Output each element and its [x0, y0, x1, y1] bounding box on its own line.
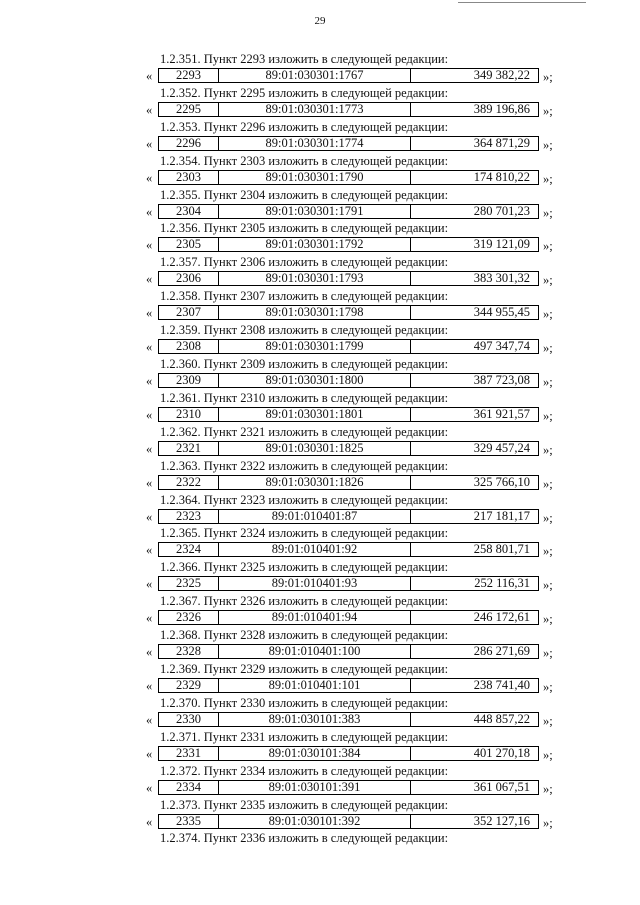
- item-heading: 1.2.363. Пункт 2322 изложить в следующей редакции:: [160, 458, 449, 473]
- item-number-cell: 2324: [159, 543, 219, 556]
- amendment-item: [0, 357, 640, 391]
- record-table: [158, 610, 539, 625]
- amendment-item: [0, 459, 640, 493]
- closing-quote: »;: [543, 137, 553, 152]
- value-cell: 497 347,74: [473, 339, 530, 354]
- opening-quote: «: [146, 272, 153, 287]
- item-number-cell: 2331: [159, 747, 219, 760]
- cadastral-number-cell: 89:01:030301:1793: [219, 272, 411, 285]
- record-table: [158, 204, 539, 219]
- amendment-item: [0, 120, 640, 154]
- item-number-cell: 2309: [159, 374, 219, 387]
- value-cell: 174 810,22: [473, 169, 530, 184]
- item-number-cell: 2325: [159, 577, 219, 590]
- document-body: [0, 52, 640, 831]
- opening-quote: «: [146, 746, 153, 761]
- amendment-item: [0, 764, 640, 798]
- table-row: [0, 508, 640, 526]
- item-heading: 1.2.366. Пункт 2325 изложить в следующей редакции:: [160, 560, 449, 575]
- table-row: [0, 745, 640, 763]
- value-cell: 389 196,86: [473, 101, 530, 116]
- value-cell: 349 382,22: [473, 68, 530, 82]
- item-number-cell: 2322: [159, 476, 219, 489]
- closing-quote: »;: [543, 205, 553, 220]
- value-cell: 383 301,32: [473, 271, 530, 286]
- amendment-item: [0, 221, 640, 255]
- table-row: [0, 779, 640, 797]
- amendment-item: [0, 52, 640, 86]
- cadastral-number-cell: 89:01:030301:1825: [219, 442, 411, 455]
- opening-quote: «: [146, 441, 153, 456]
- closing-quote: »;: [543, 307, 553, 322]
- cadastral-number-cell: 89:01:030101:392: [219, 815, 411, 828]
- amendment-item: [0, 391, 640, 425]
- closing-quote: »;: [543, 781, 553, 796]
- record-table: [158, 475, 539, 490]
- opening-quote: «: [146, 543, 153, 558]
- opening-quote: «: [146, 712, 153, 727]
- closing-quote: »;: [543, 70, 553, 84]
- cadastral-number-cell: 89:01:030301:1799: [219, 340, 411, 353]
- closing-quote: »;: [543, 476, 553, 491]
- amendment-item: [0, 188, 640, 222]
- opening-quote: «: [146, 306, 153, 321]
- item-heading: 1.2.360. Пункт 2309 изложить в следующей редакции:: [160, 357, 449, 372]
- cadastral-number-cell: 89:01:030301:1826: [219, 476, 411, 489]
- table-row: [0, 541, 640, 559]
- value-cell: 361 067,51: [473, 779, 530, 794]
- cadastral-number-cell: 89:01:030101:383: [219, 713, 411, 726]
- item-number-cell: 2334: [159, 781, 219, 794]
- item-number-cell: 2295: [159, 103, 219, 116]
- table-row: [0, 169, 640, 187]
- item-number-cell: 2304: [159, 205, 219, 218]
- cadastral-number-cell: 89:01:030101:391: [219, 781, 411, 794]
- item-heading: 1.2.373. Пункт 2335 изложить в следующей редакции:: [160, 797, 449, 812]
- cadastral-number-cell: 89:01:030301:1801: [219, 408, 411, 421]
- item-heading: 1.2.352. Пункт 2295 изложить в следующей редакции:: [160, 85, 449, 100]
- closing-quote: »;: [543, 646, 553, 661]
- amendment-item: [0, 526, 640, 560]
- record-table: [158, 712, 539, 727]
- cadastral-number-cell: 89:01:010401:94: [219, 611, 411, 624]
- closing-quote: »;: [543, 747, 553, 762]
- record-table: [158, 68, 539, 83]
- table-row: [0, 813, 640, 831]
- table-row: [0, 203, 640, 221]
- table-row: [0, 406, 640, 424]
- record-table: [158, 170, 539, 185]
- table-row: [0, 440, 640, 458]
- record-table: [158, 407, 539, 422]
- cadastral-number-cell: 89:01:010401:87: [219, 510, 411, 523]
- item-heading: 1.2.364. Пункт 2323 изложить в следующей редакции:: [160, 492, 449, 507]
- record-table: [158, 644, 539, 659]
- table-row: [0, 575, 640, 593]
- value-cell: 217 181,17: [473, 508, 530, 523]
- closing-quote: »;: [543, 103, 553, 118]
- amendment-item: [0, 323, 640, 357]
- table-row: [0, 372, 640, 390]
- amendment-item: [0, 425, 640, 459]
- item-heading: 1.2.370. Пункт 2330 изложить в следующей редакции:: [160, 695, 449, 710]
- closing-quote: »;: [543, 510, 553, 525]
- closing-quote: »;: [543, 680, 553, 695]
- opening-quote: «: [146, 645, 153, 660]
- value-cell: 319 121,09: [473, 237, 530, 252]
- amendment-item: [0, 86, 640, 120]
- closing-quote: »;: [543, 171, 553, 186]
- opening-quote: «: [146, 475, 153, 490]
- value-cell: 325 766,10: [473, 474, 530, 489]
- record-table: [158, 576, 539, 591]
- record-table: [158, 305, 539, 320]
- item-heading: 1.2.353. Пункт 2296 изложить в следующей редакции:: [160, 119, 449, 134]
- item-number-cell: 2307: [159, 306, 219, 319]
- value-cell: 286 271,69: [473, 644, 530, 659]
- value-cell: 401 270,18: [473, 745, 530, 760]
- cadastral-number-cell: 89:01:010401:101: [219, 679, 411, 692]
- cadastral-number-cell: 89:01:010401:93: [219, 577, 411, 590]
- item-heading: 1.2.358. Пункт 2307 изложить в следующей редакции:: [160, 289, 449, 304]
- opening-quote: «: [146, 679, 153, 694]
- closing-quote: »;: [543, 408, 553, 423]
- item-number-cell: 2303: [159, 171, 219, 184]
- table-row: [0, 711, 640, 729]
- table-row: [0, 236, 640, 254]
- value-cell: 329 457,24: [473, 440, 530, 455]
- record-table: [158, 237, 539, 252]
- value-cell: 448 857,22: [473, 711, 530, 726]
- amendment-item: [0, 154, 640, 188]
- item-heading: 1.2.362. Пункт 2321 изложить в следующей редакции:: [160, 424, 449, 439]
- item-heading: 1.2.351. Пункт 2293 изложить в следующей редакции:: [160, 52, 449, 66]
- opening-quote: «: [146, 577, 153, 592]
- amendment-item: [0, 255, 640, 289]
- closing-quote: »;: [543, 239, 553, 254]
- item-heading: 1.2.372. Пункт 2334 изложить в следующей редакции:: [160, 763, 449, 778]
- record-table: [158, 441, 539, 456]
- item-number-cell: 2321: [159, 442, 219, 455]
- record-table: [158, 746, 539, 761]
- value-cell: 364 871,29: [473, 135, 530, 150]
- value-cell: 246 172,61: [473, 610, 530, 625]
- item-heading: 1.2.355. Пункт 2304 изложить в следующей редакции:: [160, 187, 449, 202]
- item-heading: 1.2.354. Пункт 2303 изложить в следующей редакции:: [160, 153, 449, 168]
- table-row: [0, 304, 640, 322]
- opening-quote: «: [146, 69, 153, 83]
- value-cell: 352 127,16: [473, 813, 530, 828]
- item-heading: 1.2.369. Пункт 2329 изложить в следующей редакции:: [160, 662, 449, 677]
- cadastral-number-cell: 89:01:030301:1773: [219, 103, 411, 116]
- cadastral-number-cell: 89:01:030301:1767: [219, 69, 411, 82]
- cadastral-number-cell: 89:01:030301:1798: [219, 306, 411, 319]
- value-cell: 280 701,23: [473, 203, 530, 218]
- item-number-cell: 2310: [159, 408, 219, 421]
- amendment-item: [0, 493, 640, 527]
- record-table: [158, 339, 539, 354]
- item-number-cell: 2330: [159, 713, 219, 726]
- record-table: [158, 509, 539, 524]
- opening-quote: «: [146, 780, 153, 795]
- opening-quote: «: [146, 170, 153, 185]
- record-table: [158, 542, 539, 557]
- record-table: [158, 271, 539, 286]
- cadastral-number-cell: 89:01:010401:100: [219, 645, 411, 658]
- closing-quote: »;: [543, 578, 553, 593]
- amendment-item: [0, 798, 640, 832]
- value-cell: 258 801,71: [473, 542, 530, 557]
- item-number-cell: 2308: [159, 340, 219, 353]
- table-row: [0, 338, 640, 356]
- closing-quote: »;: [543, 815, 553, 830]
- item-heading: 1.2.357. Пункт 2306 изложить в следующей редакции:: [160, 255, 449, 270]
- record-table: [158, 102, 539, 117]
- item-number-cell: 2335: [159, 815, 219, 828]
- item-heading: 1.2.374. Пункт 2336 изложить в следующей редакции:: [160, 831, 449, 845]
- cadastral-number-cell: 89:01:030301:1790: [219, 171, 411, 184]
- closing-quote: »;: [543, 544, 553, 559]
- table-row: [0, 101, 640, 119]
- closing-quote: »;: [543, 612, 553, 627]
- value-cell: 361 921,57: [473, 406, 530, 421]
- amendment-item: [0, 730, 640, 764]
- opening-quote: «: [146, 204, 153, 219]
- cadastral-number-cell: 89:01:030301:1791: [219, 205, 411, 218]
- record-table: [158, 678, 539, 693]
- value-cell: 344 955,45: [473, 305, 530, 320]
- opening-quote: «: [146, 509, 153, 524]
- table-row: [0, 270, 640, 288]
- opening-quote: «: [146, 136, 153, 151]
- item-heading: 1.2.367. Пункт 2326 изложить в следующей редакции:: [160, 594, 449, 609]
- item-number-cell: 2329: [159, 679, 219, 692]
- item-number-cell: 2323: [159, 510, 219, 523]
- item-heading: 1.2.371. Пункт 2331 изложить в следующей редакции:: [160, 729, 449, 744]
- table-row: [0, 677, 640, 695]
- cadastral-number-cell: 89:01:030301:1800: [219, 374, 411, 387]
- item-number-cell: 2305: [159, 238, 219, 251]
- page-number: 29: [314, 15, 326, 27]
- cadastral-number-cell: 89:01:030101:384: [219, 747, 411, 760]
- opening-quote: «: [146, 102, 153, 117]
- item-heading: 1.2.359. Пункт 2308 изложить в следующей редакции:: [160, 323, 449, 338]
- closing-quote: »;: [543, 341, 553, 356]
- amendment-item: [0, 594, 640, 628]
- value-cell: 238 741,40: [473, 678, 530, 693]
- record-table: [158, 373, 539, 388]
- closing-quote: »;: [543, 273, 553, 288]
- item-number-cell: 2296: [159, 137, 219, 150]
- opening-quote: «: [146, 238, 153, 253]
- table-row: [0, 135, 640, 153]
- item-number-cell: 2293: [159, 69, 219, 82]
- table-row: [0, 67, 640, 85]
- amendment-item: [0, 560, 640, 594]
- opening-quote: «: [146, 407, 153, 422]
- record-table: [158, 814, 539, 829]
- cadastral-number-cell: 89:01:010401:92: [219, 543, 411, 556]
- item-number-cell: 2326: [159, 611, 219, 624]
- item-heading: 1.2.365. Пункт 2324 изложить в следующей редакции:: [160, 526, 449, 541]
- item-number-cell: 2328: [159, 645, 219, 658]
- amendment-item: [0, 289, 640, 323]
- table-row: [0, 474, 640, 492]
- amendment-item: [0, 628, 640, 662]
- value-cell: 387 723,08: [473, 373, 530, 388]
- record-table: [158, 780, 539, 795]
- opening-quote: «: [146, 340, 153, 355]
- cadastral-number-cell: 89:01:030301:1792: [219, 238, 411, 251]
- top-rule: [458, 2, 586, 3]
- table-row: [0, 643, 640, 661]
- opening-quote: «: [146, 374, 153, 389]
- record-table: [158, 136, 539, 151]
- item-number-cell: 2306: [159, 272, 219, 285]
- closing-quote: »;: [543, 442, 553, 457]
- table-row: [0, 609, 640, 627]
- closing-quote: »;: [543, 713, 553, 728]
- cadastral-number-cell: 89:01:030301:1774: [219, 137, 411, 150]
- item-heading: 1.2.368. Пункт 2328 изложить в следующей редакции:: [160, 628, 449, 643]
- item-heading: 1.2.356. Пункт 2305 изложить в следующей редакции:: [160, 221, 449, 236]
- opening-quote: «: [146, 814, 153, 829]
- amendment-item: [0, 662, 640, 696]
- value-cell: 252 116,31: [474, 576, 530, 591]
- amendment-item: [0, 696, 640, 730]
- item-heading: 1.2.361. Пункт 2310 изложить в следующей редакции:: [160, 390, 449, 405]
- opening-quote: «: [146, 611, 153, 626]
- closing-quote: »;: [543, 375, 553, 390]
